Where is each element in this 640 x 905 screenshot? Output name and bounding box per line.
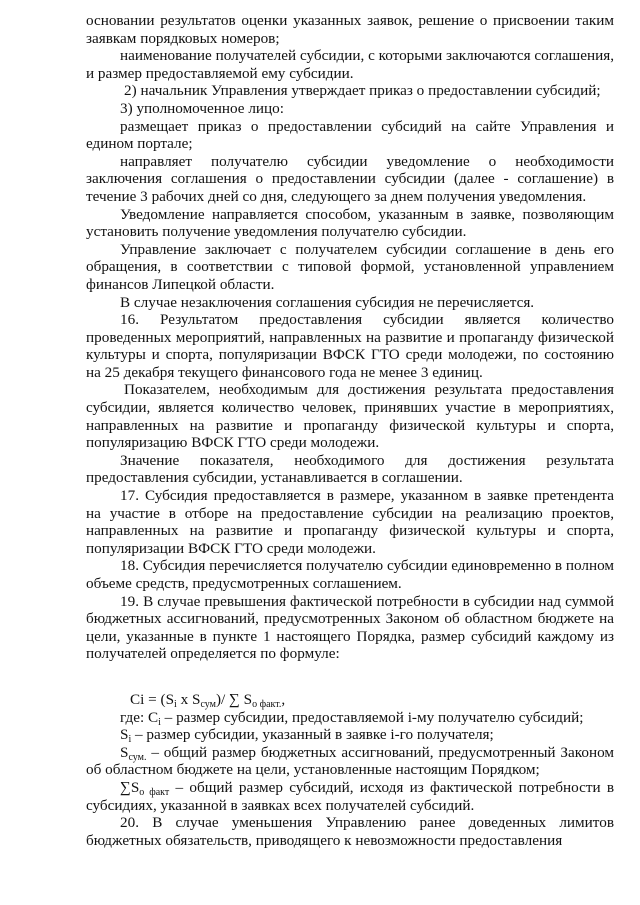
formula-tail: , <box>281 690 286 708</box>
paragraph: Значение показателя, необходимого для достижения результата предоставления субсидии, устанавливается в соглашении. <box>86 451 614 487</box>
paragraph: направляет получателю субсидии уведомление о необходимости заключения соглашения о предоставлении субсидии (далее - соглашение) в течение 3 рабочих дней со дня, следующего за днем получения уведомления. <box>86 152 614 205</box>
paragraph: наименование получателей субсидии, с которыми заключаются соглашения, и размер предоставляемой ему субсидии. <box>86 47 614 82</box>
definition <box>86 744 614 779</box>
paragraph: В случае незаключения соглашения субсидия не перечисляется. <box>120 293 535 311</box>
definition-symbol: ∑S <box>120 778 140 796</box>
definition-subscript: i <box>158 716 161 728</box>
formula-subscript: сум <box>200 698 216 710</box>
definition-symbol: где: C <box>120 708 159 726</box>
paragraph: основании результатов оценки указанных заявок, решение о присвоении таким заявкам порядковых номеров; <box>86 12 614 47</box>
formula-subscript: о факт. <box>252 698 282 710</box>
formula-lhs: Ci = (S <box>130 690 175 708</box>
definition-symbol: S <box>120 726 129 744</box>
definition-text: – размер субсидии, предоставляемой i-му получателю субсидий; <box>160 708 584 726</box>
paragraph: 16. Результатом предоставления субсидии является количество проведенных мероприятий, направленных на развитие и пропаганду физической культуры и спорта, популяризации ВФСК ГТО среди молодежи, по состоянию на 25 декабря текущего финансового года не менее 3 единиц. <box>86 311 614 381</box>
definition-text: – общий размер субсидий, исходя из фактической потребности в субсидиях, указанной в заявках всех получателей субсидий. <box>86 778 615 814</box>
paragraph: Показателем, необходимым для достижения результата предоставления субсидии, является количество человек, принявших участие в мероприятиях, направленных на развитие и пропаганду физической культуры и спорта, популяризацию ВФСК ГТО среди молодежи. <box>86 381 614 452</box>
formula-subscript: i <box>174 698 177 710</box>
definition <box>86 726 614 744</box>
paragraph: 3) уполномоченное лицо: <box>120 99 284 117</box>
definition <box>86 709 614 727</box>
paragraph: 18. Субсидия перечисляется получателю субсидии единовременно в полном объеме средств, предусмотренных соглашением. <box>86 557 614 592</box>
definition-text: – размер субсидии, указанный в заявке i-го получателя; <box>131 726 494 744</box>
definition-subscript: i <box>128 734 132 746</box>
paragraph: 20. В случае уменьшения Управлению ранее доведенных лимитов бюджетных обязательств, приводящего к невозможности предоставления <box>86 814 614 849</box>
spacer <box>86 663 614 691</box>
definition-subscript: сум. <box>128 751 147 763</box>
paragraph: 19. В случае превышения фактической потребности в субсидии над суммой бюджетных ассигнований, предусмотренных Законом об областном бюджете на цели, указанные в пункте 1 настоящего Порядка, размер субсидий каждому из получателей определяется по формуле: <box>86 592 614 663</box>
paragraph: 17. Субсидия предоставляется в размере, указанном в заявке претендента на участие в отборе на предоставление субсидии на реализацию проектов, направленных на развитие и пропаганду физической культуры и спорта, популяризации ВФСК ГТО среди молодежи. <box>86 487 614 557</box>
paragraph: размещает приказ о предоставлении субсидий на сайте Управления и едином портале; <box>86 117 614 153</box>
definition-subscript: о факт <box>139 786 170 798</box>
definition-symbol: S <box>120 743 129 761</box>
paragraph: Управление заключает с получателем субсидии соглашение в день его обращения, в соответствии с типовой формой, установленной управлением финансов Липецкой области. <box>86 240 614 293</box>
formula-division: )/ ∑ S <box>215 690 253 708</box>
paragraph: Уведомление направляется способом, указанным в заявке, позволяющим установить получение уведомления получателю субсидии. <box>86 205 614 241</box>
paragraph: 2) начальник Управления утверждает приказ о предоставлении субсидий; <box>124 82 601 100</box>
definition-text: – общий размер бюджетных ассигнований, предусмотренный Законом об областном бюджете на цели, установленные настоящим Порядком; <box>86 743 614 779</box>
document-page <box>86 12 614 849</box>
formula-times: x S <box>176 690 201 708</box>
subsidy-formula <box>86 691 614 709</box>
definition <box>86 779 614 814</box>
